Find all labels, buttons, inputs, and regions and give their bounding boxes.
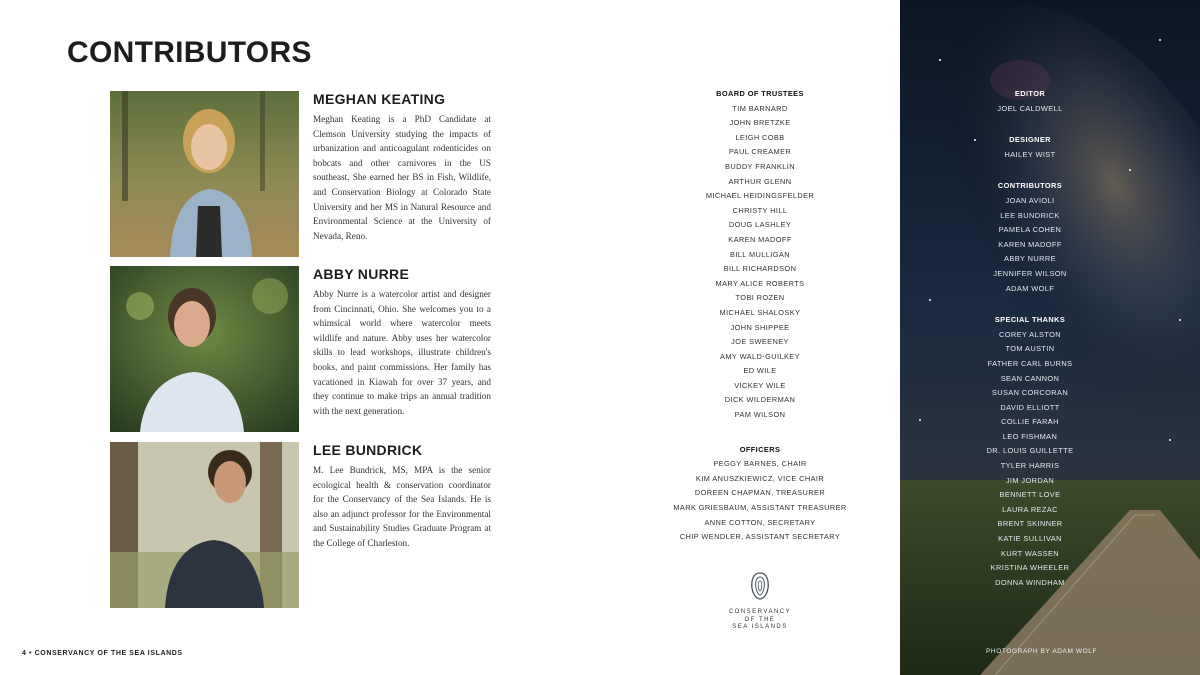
designer-name: HAILEY WIST: [1004, 149, 1056, 159]
board-member: BILL RICHARDSON: [723, 264, 797, 274]
conservancy-logo: [722, 571, 798, 632]
board-officers-column: [660, 87, 860, 545]
thanks-name: SUSAN CORCORAN: [991, 388, 1069, 398]
thanks-name: SEAN CANNON: [1000, 373, 1060, 383]
designer-heading: DESIGNER: [1009, 135, 1051, 145]
board-member: BUDDY FRANKLIN: [725, 161, 795, 171]
logo-line: CONSERVANCY: [728, 609, 792, 615]
contributors-heading: CONTRIBUTORS: [997, 181, 1063, 191]
editor-name: JOEL CALDWELL: [997, 103, 1063, 113]
footer-separator: •: [29, 650, 33, 657]
board-member: DOUG LASHLEY: [728, 220, 792, 230]
thanks-name: TYLER HARRIS: [1000, 461, 1060, 471]
contributor-name: ADAM WOLF: [1005, 283, 1055, 293]
board-member: PAUL CREAMER: [728, 147, 792, 157]
portrait-photo: [110, 91, 299, 257]
bio-lee-bundrick: [110, 442, 492, 608]
board-list: [660, 102, 860, 423]
thanks-name: KURT WASSEN: [1000, 548, 1060, 558]
thanks-name: KATIE SULLIVAN: [998, 534, 1062, 544]
contributor-name: LEE BUNDRICK: [1000, 210, 1060, 220]
board-member: MICHAEL SHALOSKY: [719, 307, 801, 317]
officer: CHIP WENDLER, ASSISTANT SECRETARY: [679, 532, 841, 542]
thanks-name: KRISTINA WHEELER: [990, 563, 1070, 573]
officer: DOREEN CHAPMAN, TREASURER: [694, 488, 826, 498]
officers-list: [660, 457, 860, 545]
contributor-name: KAREN MADOFF: [998, 239, 1062, 249]
bio-name: MEGHAN KEATING: [313, 91, 446, 107]
thanks-name: LEO FISHMAN: [1002, 431, 1058, 441]
board-member: BILL MULLIGAN: [730, 249, 790, 259]
thanks-name: BENNETT LOVE: [999, 490, 1061, 500]
board-member: VICKEY WILE: [734, 380, 786, 390]
contributor-name: JOAN AVIOLI: [1005, 195, 1055, 205]
contributor-name: ABBY NURRE: [1004, 254, 1056, 264]
board-member: TOBI ROZEN: [735, 293, 785, 303]
bio-text: M. Lee Bundrick, MS, MPA is the senior ecological health & conservation coordinator for the Conservancy of the Sea Islands. He is also an adjunct professor for the Environmental and Sustainability Studies Graduate Program at the College of Charleston.: [313, 465, 491, 548]
board-member: MARY ALICE ROBERTS: [715, 278, 805, 288]
credits-column: [945, 87, 1115, 590]
thanks-name: FATHER CARL BURNS: [987, 358, 1073, 368]
thanks-name: LAURA REZAC: [1002, 504, 1058, 514]
officer: MARK GRIESBAUM, ASSISTANT TREASURER: [673, 503, 847, 513]
board-member: AMY WALD-GUILKEY: [720, 351, 800, 361]
board-member: ED WILE: [743, 366, 777, 376]
board-heading: BOARD OF TRUSTEES: [716, 89, 804, 98]
board-member: JOHN SHIPPEE: [730, 322, 790, 332]
board-member: KAREN MADOFF: [728, 234, 792, 244]
contributor-name: JENNIFER WILSON: [993, 268, 1067, 278]
bio-text: Meghan Keating is a PhD Candidate at Clemson University studying the impacts of urbanization and anticoagulant rodenticides on bobcats and other carnivores in the US southeast. She earned her BS in Fish, Wildlife, and Conservation Biology at Colorado State University and her MS in Natural Resource and Environmental Science at the University of Nevada, Reno.: [313, 114, 491, 241]
footer-publication: CONSERVANCY OF THE SEA ISLANDS: [34, 650, 183, 657]
thanks-name: JIM JORDAN: [1005, 475, 1055, 485]
bio-meghan-keating: [110, 91, 492, 257]
photo-credit: PHOTOGRAPH BY ADAM WOLF: [986, 648, 1098, 655]
bio-abby-nurre: [110, 266, 492, 432]
special-thanks-heading: SPECIAL THANKS: [994, 315, 1066, 325]
board-member: MICHAEL HEIDINGSFELDER: [705, 191, 815, 201]
officers-heading: OFFICERS: [739, 444, 781, 454]
portrait-photo: [110, 266, 299, 432]
officer: ANNE COTTON, SECRETARY: [704, 517, 816, 527]
board-member: LEIGH COBB: [735, 132, 785, 142]
board-member: PAM WILSON: [734, 410, 786, 420]
board-member: TIM BARNARD: [732, 103, 788, 113]
board-member: JOE SWEENEY: [731, 337, 789, 347]
editor-heading: EDITOR: [1014, 89, 1046, 98]
officer: PEGGY BARNES, CHAIR: [713, 459, 807, 469]
portrait-photo: [110, 442, 299, 608]
thanks-name: BRENT SKINNER: [997, 519, 1063, 529]
bio-text: Abby Nurre is a watercolor artist and designer from Cincinnati, Ohio. She welcomes you to a whimsical world where watercolor meets wildlife and nature. Abby uses her watercolor skills to lead workshops, illustrate children's books, and paint commissions. Her family has vacationed in Kiawah for over 37 years, and they continue to make trips an annual tradition with the next generation.: [313, 289, 491, 416]
thanks-name: DONNA WINDHAM: [995, 577, 1065, 587]
bio-name: LEE BUNDRICK: [313, 442, 423, 458]
page-title: CONTRIBUTORS: [67, 36, 312, 69]
board-member: JOHN BRETZKE: [729, 118, 791, 128]
board-member: DICK WILDERMAN: [724, 395, 796, 405]
board-member: CHRISTY HILL: [732, 205, 788, 215]
thanks-name: COREY ALSTON: [998, 329, 1062, 339]
logo-line: OF THE: [744, 616, 776, 623]
page-number: 4: [22, 650, 27, 657]
bio-name: ABBY NURRE: [313, 266, 410, 282]
thanks-name: DAVID ELLIOTT: [1000, 402, 1060, 412]
thanks-name: TOM AUSTIN: [1005, 344, 1055, 354]
board-member: ARTHUR GLENN: [728, 176, 792, 186]
officer: KIM ANUSZKIEWICZ, VICE CHAIR: [695, 473, 825, 483]
contributor-name: PAMELA COHEN: [998, 225, 1062, 235]
logo-line: SEA ISLANDS: [732, 624, 788, 630]
thanks-name: COLLIE FARAH: [1001, 417, 1059, 427]
page-footer: [22, 650, 183, 657]
thanks-name: DR. LOUIS GUILLETTE: [986, 446, 1074, 456]
shell-icon: [749, 571, 771, 601]
